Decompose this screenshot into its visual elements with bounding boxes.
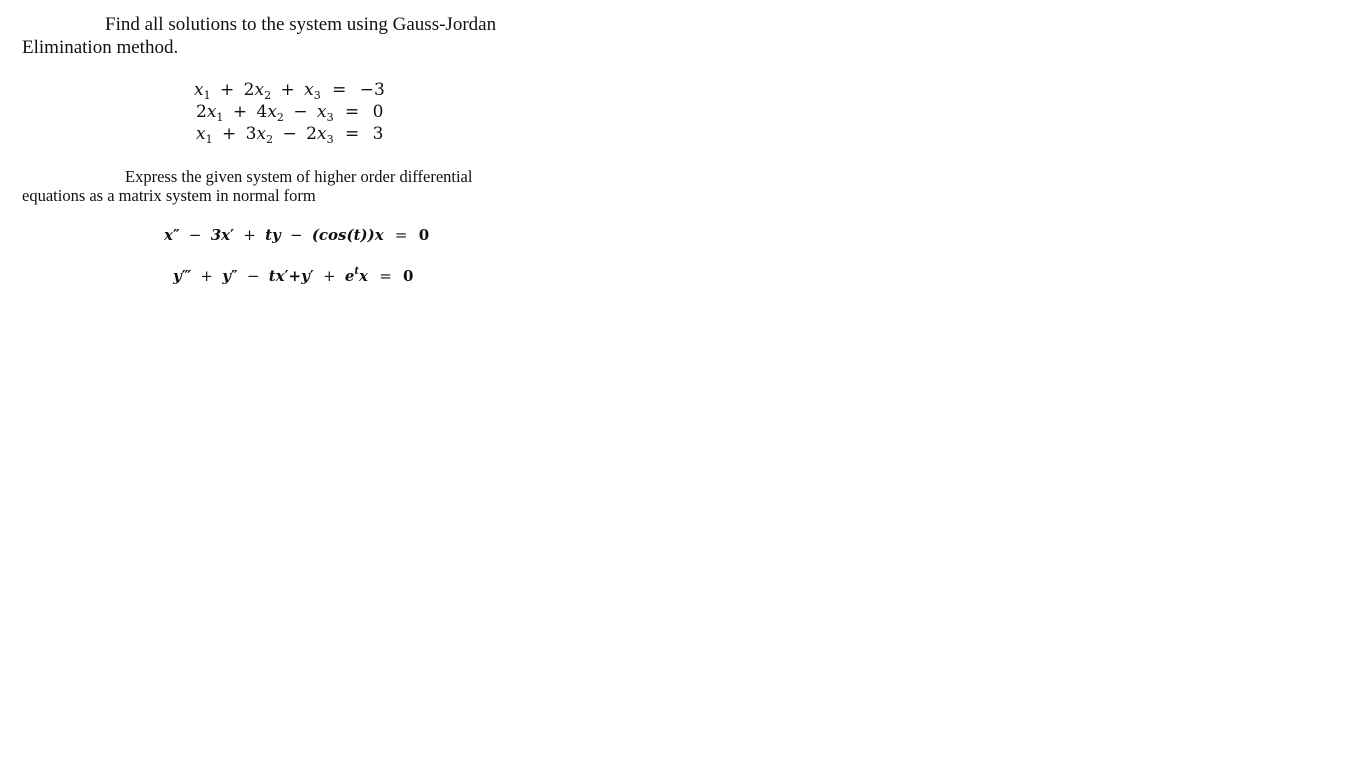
operator: − — [293, 102, 308, 122]
subscript: 2 — [266, 133, 274, 146]
term-x1: x — [194, 80, 204, 100]
term: tx — [268, 267, 285, 285]
differential-equation-1 — [164, 226, 429, 244]
problem1-text-line2: Elimination method. — [22, 37, 179, 58]
prime-mark: ″ — [172, 226, 180, 244]
equals-sign: = — [379, 267, 392, 285]
term: y — [173, 267, 182, 285]
prime-mark: ‴ — [181, 267, 192, 285]
operator: − — [246, 267, 260, 285]
equals-sign: = — [344, 102, 360, 122]
subscript: 2 — [276, 111, 284, 124]
operator: + — [220, 80, 235, 100]
term: y — [222, 267, 231, 285]
term-x3: x — [316, 102, 327, 122]
term-x2: x — [267, 102, 277, 122]
coefficient: 3 — [245, 124, 257, 144]
subscript: 3 — [313, 89, 321, 102]
prime-mark: ′ — [230, 226, 235, 244]
equation-3 — [196, 124, 383, 146]
term: e — [344, 267, 355, 285]
right-hand-side: 0 — [418, 226, 430, 244]
coefficient: 2 — [306, 124, 317, 144]
term-x1: x — [196, 124, 206, 144]
equation-1 — [194, 80, 385, 102]
coefficient: 2 — [196, 102, 207, 122]
subscript: 1 — [216, 111, 224, 124]
coefficient: 2 — [243, 80, 255, 100]
problem1-text-line1: Find all solutions to the system using Gauss-Jordan — [105, 14, 497, 35]
term: +y — [288, 267, 310, 285]
term: ty — [265, 226, 281, 244]
exponent: t — [354, 266, 360, 277]
equals-sign: = — [344, 124, 360, 144]
subscript: 3 — [326, 111, 334, 124]
operator: + — [243, 226, 256, 244]
term-x1: x — [206, 102, 217, 122]
term: x — [164, 226, 173, 244]
term: (cos(t))x — [311, 226, 384, 244]
problem2-text-line2: equations as a matrix system in normal form — [22, 186, 316, 205]
term-x3: x — [304, 80, 314, 100]
operator: + — [323, 267, 336, 285]
right-hand-side: 0 — [403, 267, 414, 285]
operator: + — [222, 124, 237, 144]
operator: − — [290, 226, 303, 244]
equals-sign: = — [332, 80, 347, 100]
problem2-text-line1: Express the given system of higher order differential — [125, 167, 473, 186]
operator: + — [280, 80, 295, 100]
prime-mark: ′ — [309, 267, 314, 285]
prime-mark: ″ — [230, 267, 238, 285]
equation-2 — [196, 102, 383, 124]
term-x2: x — [254, 80, 265, 100]
subscript: 1 — [205, 133, 213, 146]
right-hand-side: 3 — [372, 124, 384, 144]
right-hand-side: −3 — [359, 80, 385, 100]
subscript: 2 — [264, 89, 272, 102]
operator: + — [200, 267, 213, 285]
operator: − — [188, 226, 202, 244]
term-x3: x — [316, 124, 327, 144]
term: x — [359, 267, 368, 285]
right-hand-side: 0 — [372, 102, 384, 122]
prime-mark: ′ — [284, 267, 289, 285]
coefficient: 4 — [256, 102, 268, 122]
term-x2: x — [256, 124, 267, 144]
operator: − — [282, 124, 297, 144]
operator: + — [232, 102, 248, 122]
term: 3x — [210, 226, 231, 244]
equals-sign: = — [394, 226, 408, 244]
differential-equation-2 — [173, 266, 413, 285]
subscript: 1 — [203, 89, 211, 102]
subscript: 3 — [326, 133, 334, 146]
